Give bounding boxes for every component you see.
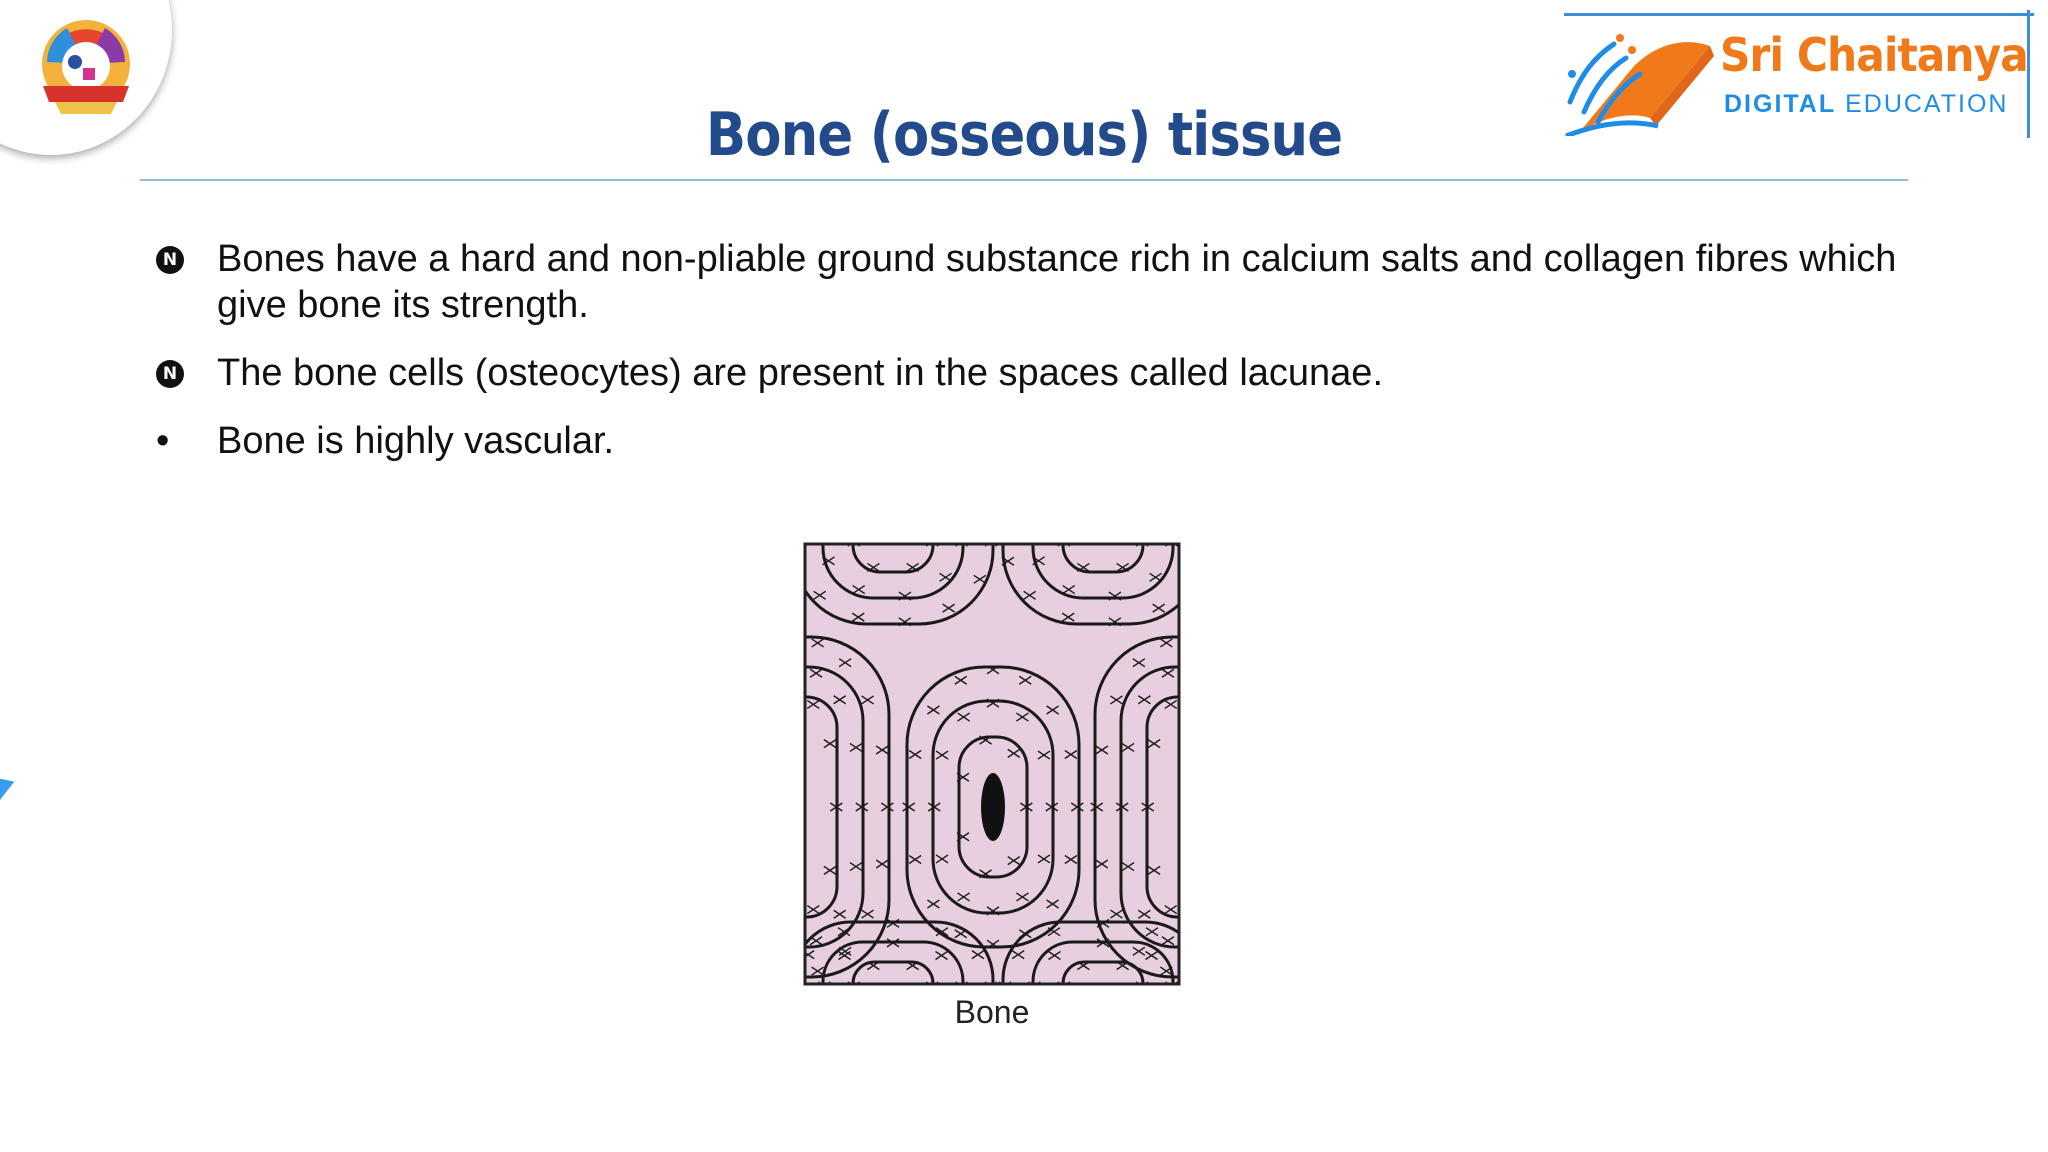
institution-emblem-icon — [37, 16, 135, 118]
bullet-dot-icon: • — [156, 420, 170, 462]
bullet-item — [152, 350, 1912, 396]
bullet-marker-icon: N — [156, 360, 184, 388]
brand-frame — [1564, 13, 2034, 16]
brand-name: Sri Chaitanya — [1720, 28, 2028, 82]
slide-title: Bone (osseous) tissue — [705, 100, 1343, 170]
bullet-text: Bone is highly vascular. — [217, 420, 615, 462]
bullet-text: Bones have a hard and non-pliable ground substance rich in calcium salts and collagen fibres which give bone its strength. — [217, 238, 1897, 326]
figure-caption: Bone — [954, 994, 1030, 1030]
brand-tagline-rest: EDUCATION — [1836, 90, 2009, 118]
bone-tissue-diagram-icon — [803, 542, 1181, 986]
bullet-marker-icon: N — [156, 246, 184, 274]
bullet-list — [152, 236, 1912, 464]
diagram-background — [805, 544, 1179, 984]
title-divider — [140, 179, 1908, 181]
brand-tagline-bold: DIGITAL — [1724, 90, 1837, 118]
central-canal — [981, 773, 1005, 841]
bullet-item — [152, 418, 1912, 464]
bullet-item — [152, 236, 1912, 328]
corner-decoration-mask — [0, 620, 810, 1152]
bullet-text: The bone cells (osteocytes) are present in the spaces called lacunae. — [217, 352, 1383, 394]
